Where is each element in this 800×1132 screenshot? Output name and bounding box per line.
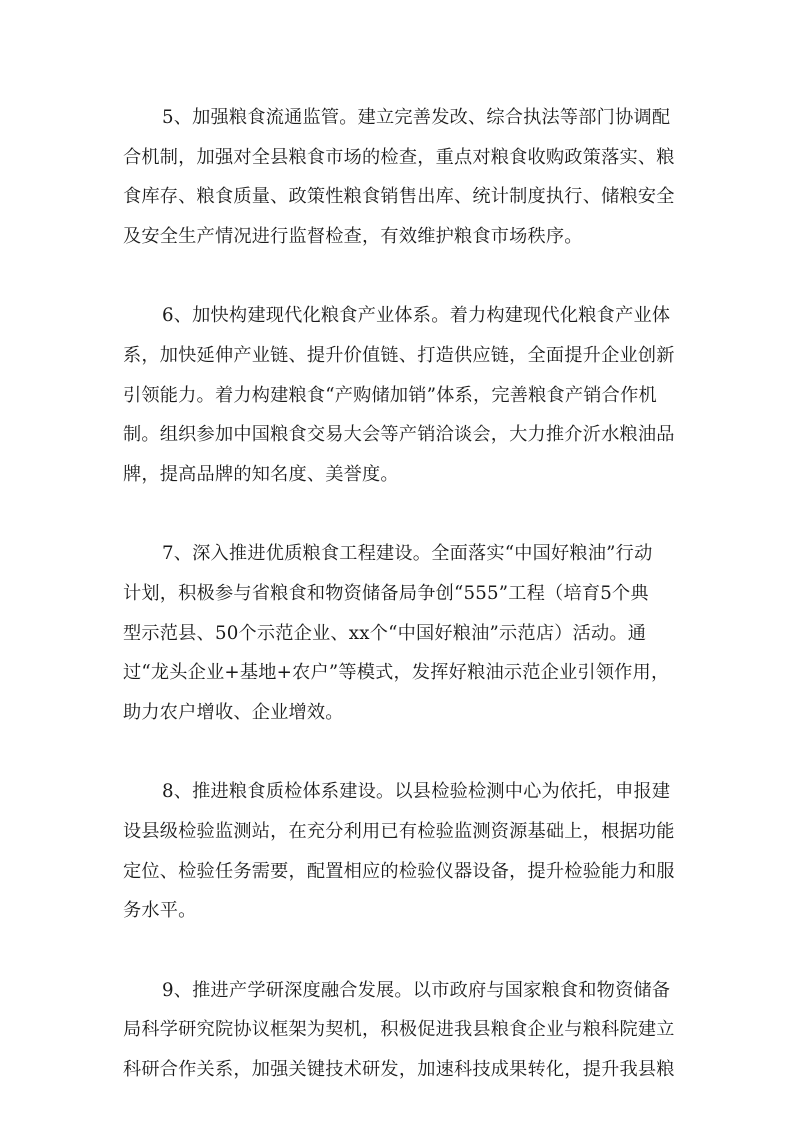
paragraph-line: 定位、检验任务需要，配置相应的检验仪器设备，提升检验能力和服 bbox=[123, 860, 675, 882]
paragraph-9 bbox=[123, 971, 683, 1090]
paragraph-8 bbox=[123, 772, 683, 930]
paragraph-line: 设县级检验监测站，在充分利用已有检验监测资源基础上，根据功能 bbox=[123, 820, 675, 842]
document-page bbox=[123, 98, 683, 1129]
paragraph-line: 9、推进产学研深度融合发展。以市政府与国家粮食和物资储备 bbox=[162, 979, 671, 1001]
paragraph-line: 系，加快延伸产业链、提升价值链、打造供应链，全面提升企业创新 bbox=[123, 344, 675, 366]
paragraph-line: 制。组织参加中国粮食交易大会等产销洽谈会，大力推介沂水粮油品 bbox=[123, 424, 675, 446]
paragraph-line: 过“龙头企业+基地+农户”等模式，发挥好粮油示范企业引领作用， bbox=[123, 662, 670, 684]
paragraph-line: 食库存、粮食质量、政策性粮食销售出库、统计制度执行、储粮安全 bbox=[123, 186, 675, 208]
paragraph-line: 科研合作关系，加强关键技术研发，加速科技成果转化，提升我县粮 bbox=[123, 1058, 675, 1080]
paragraph-line: 引领能力。着力构建粮食“产购储加销”体系，完善粮食产销合作机 bbox=[123, 384, 657, 406]
paragraph-line: 7、深入推进优质粮食工程建设。全面落实“中国好粮油”行动 bbox=[162, 543, 653, 565]
paragraph-line: 计划，积极参与省粮食和物资储备局争创“555”工程（培育5个典 bbox=[123, 582, 649, 604]
paragraph-5 bbox=[123, 98, 683, 256]
paragraph-6 bbox=[123, 296, 683, 494]
paragraph-line: 合机制，加强对全县粮食市场的检查，重点对粮食收购政策落实、粮 bbox=[123, 146, 675, 168]
paragraph-line: 型示范县、50个示范企业、xx个“中国好粮油”示范店）活动。通 bbox=[123, 622, 647, 644]
paragraph-line: 局科学研究院协议框架为契机，积极促进我县粮食企业与粮科院建立 bbox=[123, 1019, 675, 1041]
paragraph-line: 务水平。 bbox=[123, 900, 197, 922]
paragraph-line: 助力农户增收、企业增效。 bbox=[123, 701, 344, 723]
paragraph-line: 5、加强粮食流通监管。建立完善发改、综合执法等部门协调配 bbox=[162, 107, 671, 128]
paragraph-line: 及安全生产情况进行监督检查，有效维护粮食市场秩序。 bbox=[123, 225, 583, 247]
paragraph-line: 6、加快构建现代化粮食产业体系。着力构建现代化粮食产业体 bbox=[162, 305, 671, 327]
paragraph-line: 牌，提高品牌的知名度、美誉度。 bbox=[123, 463, 399, 485]
paragraph-7 bbox=[123, 534, 683, 732]
paragraph-line: 8、推进粮食质检体系建设。以县检验检测中心为依托，申报建 bbox=[162, 781, 671, 803]
